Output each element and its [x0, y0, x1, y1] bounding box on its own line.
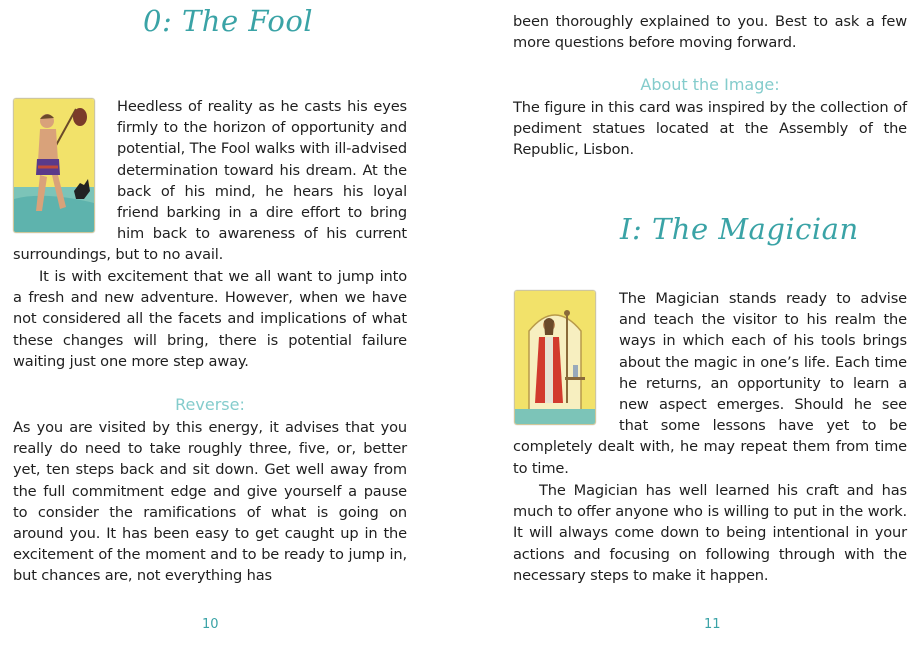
card-float-spacer — [513, 288, 619, 428]
about-image-heading: About the Image: — [640, 75, 780, 94]
magician-intro — [513, 288, 907, 479]
page-number-left: 10 — [202, 617, 219, 632]
fool-intro — [13, 96, 407, 266]
magician-paragraph-2: The Magician has well learned his craft and has much to offer anyone who is willing to put in the work. It will always come down to being intentional in your actions and focusing on following through with the necessary steps to make it happen. — [513, 482, 907, 584]
card-float-spacer — [13, 96, 117, 236]
fool-title: 0: The Fool — [143, 4, 314, 38]
reverse-heading: Reverse: — [175, 395, 245, 414]
magician-title: I: The Magician — [620, 212, 859, 246]
reverse-text: As you are visited by this energy, it advises that you really do need to take roughly three, five, or, better yet, ten steps back and sit down. Get well away from the full commitment edge and give yourself a pause to consider the ramifications of what is going on around you. It has been easy to get caught up in the excitement of the moment and to be ready to jump in, but chances are, not everything has — [13, 419, 407, 585]
right-page — [457, 0, 914, 649]
about-image-text: The figure in this card was inspired by the collection of pediment statues located at the Assembly of the Republic, Lisbon. — [513, 99, 907, 159]
magician-intro-text: The Magician stands ready to advise and teach the visitor to his realm the ways in which each of his tools brings about the magic in one’s life. Each time he returns, an opportunity to learn a new aspect emerges. Should he see that some lessons have yet to be completely dealt with, he may repeat them from time to time. — [513, 290, 907, 477]
continued-text: been thoroughly explained to you. Best to ask a few more questions before moving forward. — [513, 13, 907, 52]
fool-paragraph-2: It is with excitement that we all want to jump into a fresh and new adventure. However, when we have not considered all the facets and implications of what these changes will bring, there is potential failure waiting just one more step away. — [13, 268, 407, 370]
page-number-right: 11 — [704, 617, 721, 632]
fool-intro-text: Heedless of reality as he casts his eyes firmly to the horizon of opportunity and potential, The Fool walks with ill-advised determination toward his dream. At the back of his mind, he hears his loyal friend barking in a dire effort to bring him back to awareness of his current surroundings, but to no avail. — [13, 98, 407, 264]
